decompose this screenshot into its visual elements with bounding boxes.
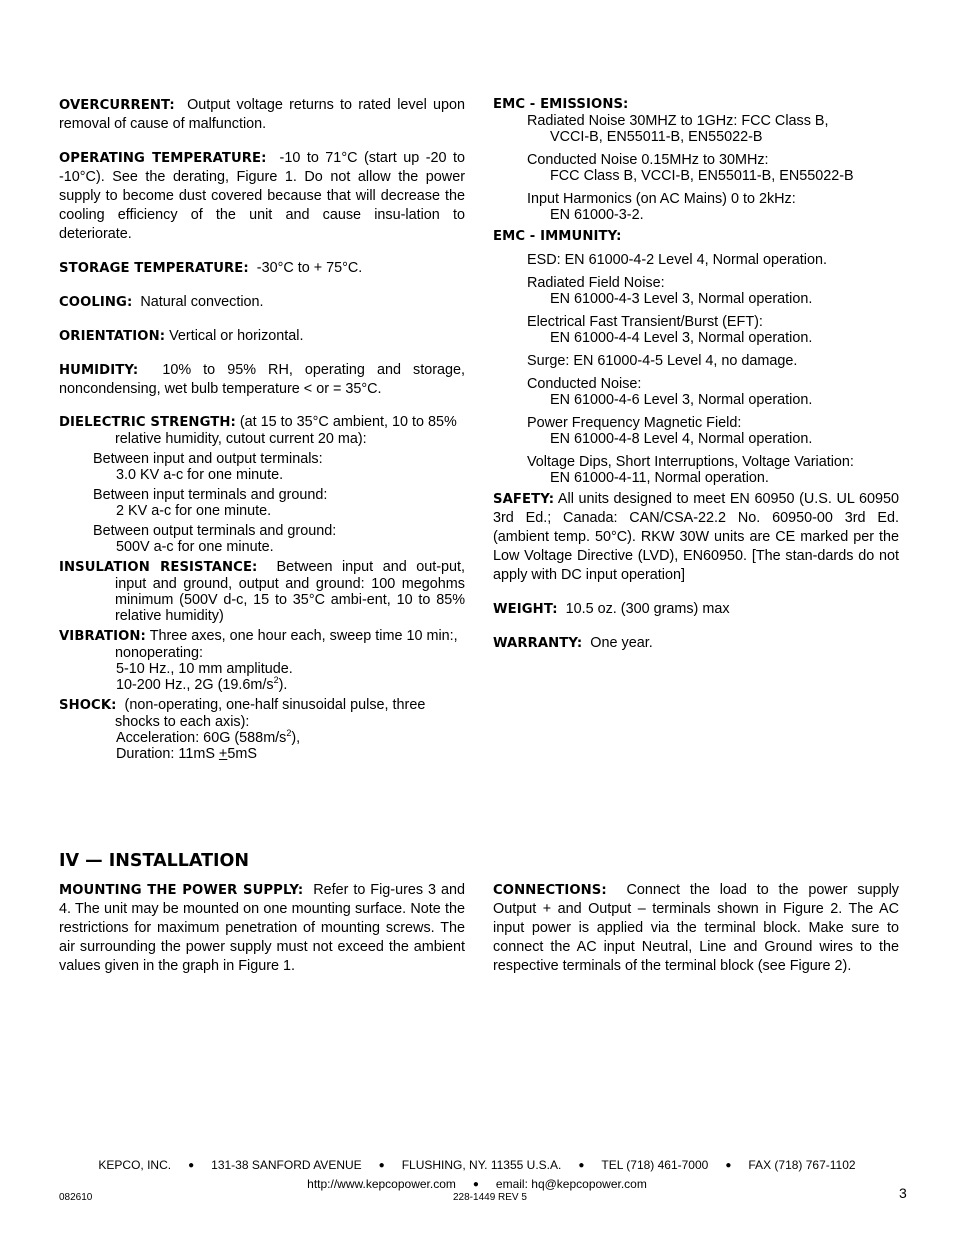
footer-address: 131-38 SANFORD AVENUE bbox=[211, 1158, 362, 1172]
safety-spec bbox=[493, 490, 899, 585]
vibration-text: Three axes, one hour each, sweep time 10 min:, nonoperating: bbox=[115, 628, 458, 661]
immunity-dips-b: EN 61000-4-11, Normal operation. bbox=[550, 470, 769, 486]
emissions-item-b: FCC Class B, VCCI-B, EN55011-B, EN55022-B bbox=[550, 168, 854, 184]
shock-line-2a: Duration: 11mS bbox=[116, 746, 219, 762]
emc-emissions-heading: EMC - EMISSIONS: bbox=[493, 97, 629, 112]
emissions-item-b: VCCI-B, EN55011-B, EN55022-B bbox=[550, 129, 763, 145]
footer-date-code: 082610 bbox=[59, 1192, 93, 1203]
shock-plusminus: + bbox=[218, 746, 228, 762]
immunity-conducted-b: EN 61000-4-6 Level 3, Normal operation. bbox=[550, 392, 813, 408]
connections-text: Connect the load to the power supply Output + and Output – terminals shown in Figure 2. The AC input power is applied via the terminal block. Make sure to connect the AC input Neutral, Line and Ground wires to the respective terminals of the terminal block (see Figure 2). bbox=[493, 882, 899, 974]
warranty-text: One year. bbox=[590, 635, 653, 651]
vibration-sup: 2 bbox=[273, 675, 279, 686]
shock-sup: 2 bbox=[286, 728, 292, 739]
immunity-magnetic-a: Power Frequency Magnetic Field: bbox=[527, 415, 742, 431]
emissions-item-a: Input Harmonics (on AC Mains) 0 to 2kHz: bbox=[527, 191, 796, 207]
vibration-line-1: 5-10 Hz., 10 mm amplitude. bbox=[116, 661, 293, 677]
footer-email-link[interactable]: email: hq@kepcopower.com bbox=[495, 1177, 647, 1191]
footer-fax: FAX (718) 767-1102 bbox=[748, 1158, 856, 1172]
weight-heading: WEIGHT: bbox=[493, 602, 558, 617]
vibration-spec bbox=[59, 628, 465, 661]
storage-temp-text: -30°C to + 75°C. bbox=[256, 260, 363, 276]
overcurrent-text: Output voltage returns to rated level upon removal of cause of malfunction. bbox=[59, 97, 466, 132]
cooling-spec bbox=[59, 293, 465, 312]
operating-temp-heading: OPERATING TEMPERATURE: bbox=[59, 151, 267, 166]
installation-section-title: IV — INSTALLATION bbox=[59, 851, 250, 871]
right-column bbox=[493, 96, 899, 653]
vibration-line-2a: 10-200 Hz., 2G (19.6m/s bbox=[116, 677, 274, 693]
immunity-eft-b: EN 61000-4-4 Level 3, Normal operation. bbox=[550, 330, 813, 346]
humidity-spec bbox=[59, 361, 465, 399]
dielectric-item-label: Between input terminals and ground: bbox=[93, 487, 328, 503]
immunity-surge: Surge: EN 61000-4-5 Level 4, no damage. bbox=[527, 353, 798, 369]
left-column bbox=[59, 96, 465, 762]
shock-heading: SHOCK: bbox=[59, 698, 117, 713]
shock-spec bbox=[59, 697, 465, 730]
immunity-magnetic-b: EN 61000-4-8 Level 4, Normal operation. bbox=[550, 431, 813, 447]
immunity-radiated-b: EN 61000-4-3 Level 3, Normal operation. bbox=[550, 291, 813, 307]
connections-heading: CONNECTIONS: bbox=[493, 883, 607, 898]
humidity-text: 10% to 95% RH, operating and storage, noncondensing, wet bulb temperature < or = 35°C. bbox=[59, 362, 465, 397]
emissions-item-a: Radiated Noise 30MHZ to 1GHz: FCC Class B, bbox=[527, 113, 829, 129]
emissions-item-a: Conducted Noise 0.15MHz to 30MHz: bbox=[527, 152, 769, 168]
weight-spec bbox=[493, 600, 899, 619]
orientation-heading: ORIENTATION: bbox=[59, 329, 166, 344]
dielectric-item-value: 3.0 KV a-c for one minute. bbox=[116, 467, 284, 483]
insulation-heading: INSULATION RESISTANCE: bbox=[59, 560, 258, 575]
safety-heading: SAFETY: bbox=[493, 492, 555, 507]
storage-temp-heading: STORAGE TEMPERATURE: bbox=[59, 261, 249, 276]
operating-temp-spec bbox=[59, 149, 465, 244]
footer-address-row bbox=[0, 1156, 954, 1175]
bullet-icon: ● bbox=[472, 1179, 479, 1190]
emissions-item-b: EN 61000-3-2. bbox=[550, 207, 644, 223]
dielectric-item-label: Between input and output terminals: bbox=[93, 451, 323, 467]
insulation-text: Between input and out-put, input and ground, output and ground: 100 megohms minimum (500V d-c, 15 to 35°C ambi-ent, 10 to 85% relative humidity) bbox=[115, 559, 466, 624]
dielectric-item-value: 2 KV a-c for one minute. bbox=[116, 503, 272, 519]
dielectric-item-value: 500V a-c for one minute. bbox=[116, 539, 274, 555]
insulation-spec bbox=[59, 559, 465, 624]
orientation-spec bbox=[59, 327, 465, 346]
bullet-icon: ● bbox=[578, 1160, 585, 1171]
immunity-esd: ESD: EN 61000-4-2 Level 4, Normal operation. bbox=[527, 252, 827, 268]
vibration-line-2b: ). bbox=[278, 677, 288, 693]
warranty-spec bbox=[493, 634, 899, 653]
dielectric-spec bbox=[59, 414, 465, 447]
shock-line-1 bbox=[59, 730, 465, 746]
emc-emissions-heading-row bbox=[493, 96, 899, 113]
footer-company: KEPCO, INC. bbox=[98, 1158, 172, 1172]
emc-immunity-heading-row bbox=[493, 227, 899, 246]
mounting-text: Refer to Fig-ures 3 and 4. The unit may be mounted on one mounting surface. Note the restrictions for maximum penetration of mounting screws. The air surrounding the power supply must not exceed the ambient values given in the graph in Figure 1. bbox=[59, 882, 466, 974]
overcurrent-spec bbox=[59, 96, 465, 134]
shock-line-2 bbox=[59, 746, 465, 762]
vibration-heading: VIBRATION: bbox=[59, 629, 146, 644]
mounting-section bbox=[59, 881, 465, 976]
dielectric-text: (at 15 to 35°C ambient, 10 to 85% relative humidity, cutout current 20 ma): bbox=[115, 414, 457, 447]
storage-temp-spec bbox=[59, 259, 465, 278]
shock-line-2b: 5mS bbox=[227, 746, 257, 762]
bullet-icon: ● bbox=[378, 1160, 385, 1171]
shock-line-1b: ), bbox=[291, 730, 301, 746]
footer-tel: TEL (718) 461-7000 bbox=[601, 1158, 709, 1172]
connections-paragraph bbox=[493, 881, 899, 976]
page-number: 3 bbox=[899, 1185, 907, 1201]
immunity-conducted-a: Conducted Noise: bbox=[527, 376, 642, 392]
weight-text: 10.5 oz. (300 grams) max bbox=[565, 601, 730, 617]
footer-web-link[interactable]: http://www.kepcopower.com bbox=[307, 1177, 456, 1191]
footer-city: FLUSHING, NY. 11355 U.S.A. bbox=[401, 1158, 562, 1172]
footer-doc-rev: 228-1449 REV 5 bbox=[453, 1192, 527, 1203]
immunity-eft-a: Electrical Fast Transient/Burst (EFT): bbox=[527, 314, 763, 330]
vibration-line-2 bbox=[59, 677, 465, 693]
shock-text: (non-operating, one-half sinusoidal pulse, three shocks to each axis): bbox=[115, 697, 426, 730]
mounting-heading: MOUNTING THE POWER SUPPLY: bbox=[59, 883, 304, 898]
orientation-text: Vertical or horizontal. bbox=[169, 328, 304, 344]
safety-text: All units designed to meet EN 60950 (U.S. UL 60950 3rd Ed.; Canada: CAN/CSA-22.2 No. 60950-00 3rd Ed. (ambient temp. 50°C). RKW 30W units are CE marked per the Low Voltage Directive (LVD), EN60950. [The stan-dards do not apply with DC input operation] bbox=[493, 491, 899, 583]
bullet-icon: ● bbox=[188, 1160, 195, 1171]
cooling-heading: COOLING: bbox=[59, 295, 133, 310]
shock-line-1a: Acceleration: 60G (588m/s bbox=[116, 730, 287, 746]
cooling-text: Natural convection. bbox=[140, 294, 264, 310]
warranty-heading: WARRANTY: bbox=[493, 636, 583, 651]
dielectric-item-label: Between output terminals and ground: bbox=[93, 523, 337, 539]
operating-temp-text: -10 to 71°C (start up -20 to -10°C). See the derating, Figure 1. Do not allow the power supply to become dust covered because that will decrease the cooling efficiency of the unit and cause insu-lation to deteriorate. bbox=[59, 150, 465, 242]
bullet-icon: ● bbox=[725, 1160, 732, 1171]
dielectric-heading: DIELECTRIC STRENGTH: bbox=[59, 415, 236, 430]
emc-immunity-heading: EMC - IMMUNITY: bbox=[493, 229, 622, 244]
humidity-heading: HUMIDITY: bbox=[59, 363, 139, 378]
overcurrent-heading: OVERCURRENT: bbox=[59, 98, 175, 113]
connections-section bbox=[493, 881, 899, 976]
immunity-radiated-a: Radiated Field Noise: bbox=[527, 275, 665, 291]
mounting-paragraph bbox=[59, 881, 465, 976]
immunity-dips-a: Voltage Dips, Short Interruptions, Voltage Variation: bbox=[527, 454, 854, 470]
